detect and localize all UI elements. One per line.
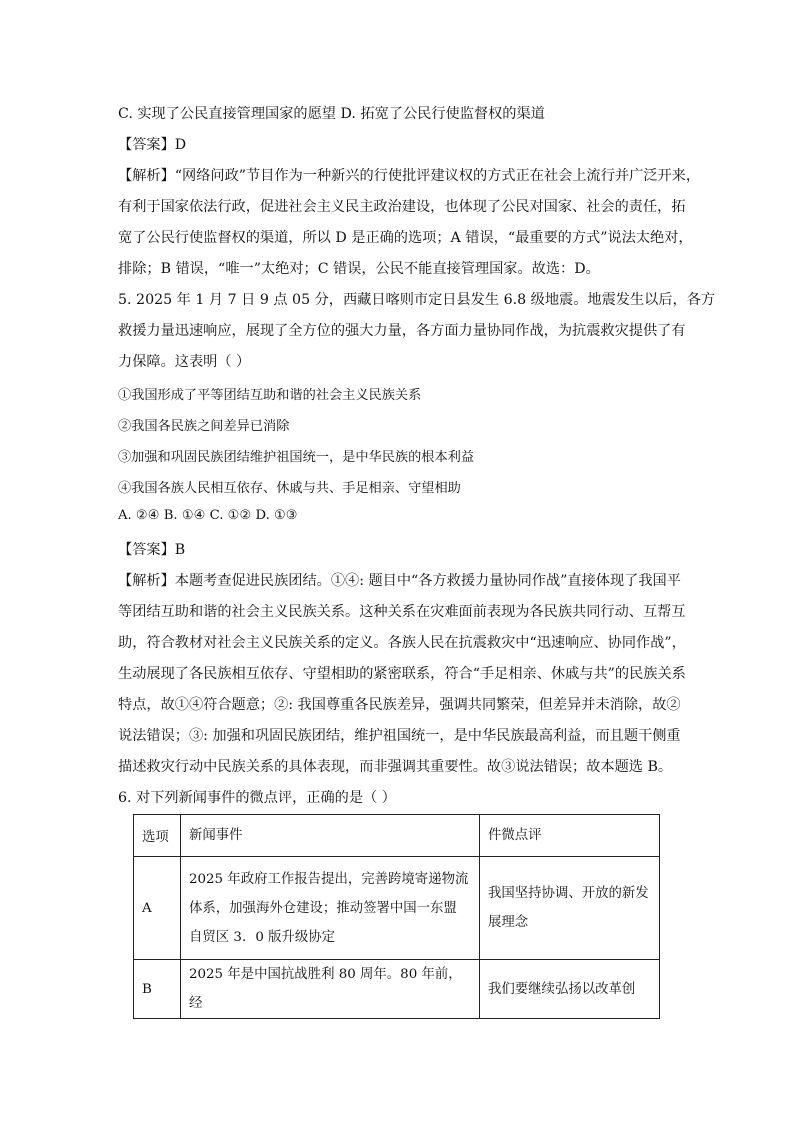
q5-analysis-line: 描述救灾行动中民族关系的具体表现，而非强调其重要性。故③说法错误；故本题选 B。 (118, 759, 673, 775)
comment-line: 展理念 (488, 915, 529, 930)
q5-analysis-line: 【解析】本题考查促进民族团结。①④: 题目中“各方救援力量协同作战”直接体现了我国平 (118, 573, 681, 589)
q5-analysis-line: 助，符合教材对社会主义民族关系的定义。各族人民在抗震救灾中“迅速响应、协同作战”， (118, 635, 686, 651)
q4-options-cd: C. 实现了公民直接管理国家的愿望 D. 拓宽了公民行使监督权的渠道 (118, 106, 545, 122)
q5-choices: A. ②④ B. ①④ C. ①② D. ①③ (118, 508, 298, 523)
q5-analysis-line: 说法错误；③: 加强和巩固民族团结，维护祖国统一，是中华民族最高利益，而且题干侧重 (118, 728, 681, 744)
q4-analysis-line: 宽了公民行使监督权的渠道，所以 D 是正确的选项；A 错误，“最重要的方式”说法太绝对， (118, 230, 693, 246)
q5-analysis-line: 生动展现了各民族相互依存、守望相助的紧密联系，符合“手足相亲、休戚与共”的民族关系 (118, 666, 686, 682)
q5-analysis-line: 特点，故①④符合题意；②: 我国尊重各民族差异，强调共同繁荣，但差异并未消除，故② (118, 697, 681, 713)
table-header-cell: 选项 (134, 815, 181, 857)
q4-answer: 【答案】D (118, 137, 187, 153)
q5-statement: ④我国各族人民相互依存、休戚与共、手足相亲、守望相助 (118, 481, 461, 496)
event-line: 2025 年是中国抗战胜利 80 周年。80 年前，经 (189, 967, 462, 1011)
event-cell (181, 960, 480, 1019)
table-row (134, 960, 660, 1019)
event-cell (181, 857, 480, 960)
comment-cell (480, 857, 660, 960)
q4-analysis-line: 排除；B 错误，“唯一”太绝对；C 错误，公民不能直接管理国家。故选：D。 (118, 261, 600, 277)
q5-answer: 【答案】B (118, 542, 186, 558)
table-header-cell: 新闻事件 (181, 815, 480, 857)
table-header-cell: 件微点评 (480, 815, 660, 857)
event-line: 体系，加强海外仓建设；推动签署中国一东盟 (189, 900, 457, 916)
option-cell: A (134, 857, 181, 960)
comment-cell (480, 960, 660, 1019)
q6-stem: 6. 对下列新闻事件的微点评，正确的是（ ） (118, 790, 396, 806)
event-line: 2025 年政府工作报告提出，完善跨境寄递物流 (189, 871, 469, 887)
news-table (133, 814, 660, 1019)
table-row (134, 857, 660, 960)
q5-statement: ③加强和巩固民族团结维护祖国统一，是中华民族的根本利益 (118, 450, 475, 465)
comment-line: 我国坚持协调、开放的新发 (488, 886, 649, 901)
comment-line: 我们要继续弘扬以改革创 (488, 981, 636, 997)
q5-statement: ②我国各民族之间差异已消除 (118, 419, 290, 434)
q5-analysis-line: 等团结互助和谐的社会主义民族关系。这种关系在灾难面前表现为各民族共同行动、互帮互 (118, 604, 686, 620)
q5-stem-line: 救援力量迅速响应，展现了全方位的强大力量，各方面力量协同作战，为抗震救灾提供了有 (118, 323, 686, 339)
q4-analysis-line: 有利于国家依法行政，促进社会主义民主政治建设，也体现了公民对国家、社会的责任，拓 (118, 199, 686, 215)
event-line: 自贸区 3．0 版升级协定 (189, 929, 336, 945)
q5-stem-line: 力保障。这表明（ ） (118, 354, 251, 370)
q5-stem-line: 5. 2025 年 1 月 7 日 9 点 05 分，西藏日喀则市定日县发生 6.8 级地震。地震发生以后，各方 (118, 292, 716, 308)
option-cell: B (134, 960, 181, 1019)
table-header-row (134, 815, 660, 857)
q5-statement: ①我国形成了平等团结互助和谐的社会主义民族关系 (118, 388, 422, 403)
q4-analysis-line: 【解析】“网络问政”节目作为一种新兴的行使批评建议权的方式正在社会上流行并广泛开来， (118, 168, 701, 184)
